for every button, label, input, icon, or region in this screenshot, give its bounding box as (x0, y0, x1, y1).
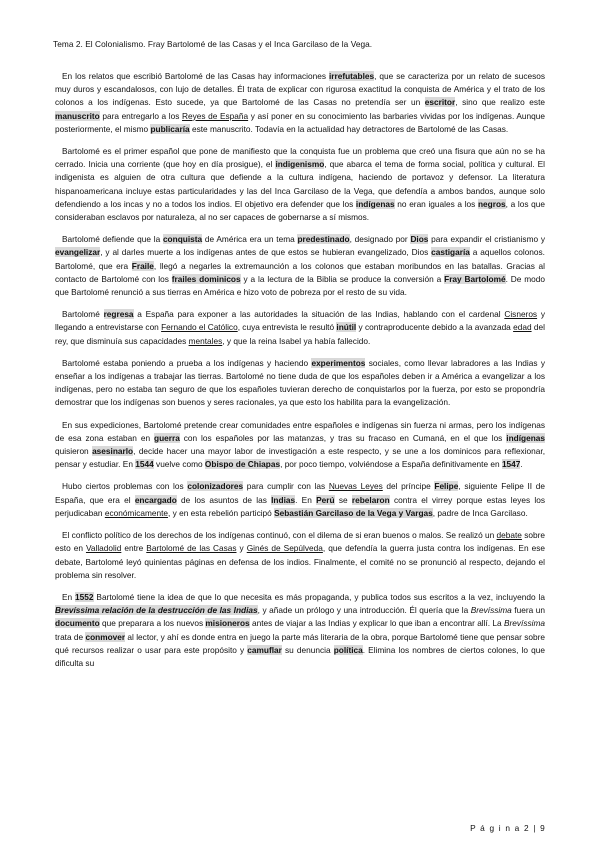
highlighted-term: evangelizar (55, 247, 101, 258)
highlighted-term: Sebastián Garcilaso de la Vega y Vargas (274, 507, 433, 518)
underlined-term: edad (513, 322, 532, 333)
highlighted-term: Fray Bartolomé (444, 273, 506, 284)
text-run: , y añade un prólogo y una introducción. Él quería que la (257, 605, 471, 616)
text-run: del príncipe (382, 481, 435, 492)
text-run: Brevíssima (470, 605, 512, 616)
text-run: de América era un tema (202, 234, 298, 245)
paragraph (55, 591, 545, 670)
text-run: Bartolomé tiene la idea de que lo que necesita es más propaganda, y publica todos sus escritos a la vez, incluyendo la (93, 591, 545, 602)
text-run: antes de viajar a las Indias y explicar lo que iban a encontrar allí. La (249, 618, 504, 629)
text-run: , cuya entrevista le resultó (237, 322, 337, 333)
text-run: , que se caracteriza por un relato de sucesos muy duros y escandalosos, con lujo de detalles. Él trata de explicar con rigurosa exactitud la conquista de América y el trato de los colonos a los indígenas. Esto sucede, ya que Bartolomé de las Casas no pretendía ser un (55, 71, 545, 108)
text-run: a España para exponer a las autoridades la situación de las Indias, hablando con el cardenal (133, 309, 505, 320)
text-run: , y al darles muerte a los indígenas antes de que estos se hubieran evangelizado, Dios (100, 247, 432, 258)
text-run: y a la lectura de la Biblia se produce la conversión a (240, 273, 445, 284)
text-run: este manuscrito. Todavía en la actualidad hay detractores de Bartolomé de las Casas. (189, 123, 509, 134)
highlighted-term: Fraile (131, 260, 154, 271)
text-run: . En (295, 494, 317, 505)
text-run: del rey, que disminuía sus capacidades (55, 322, 545, 346)
highlighted-term: inútil (336, 322, 357, 333)
underlined-term: Nuevas Leyes (328, 481, 383, 492)
text-run: y llegando a entrevistarse con (55, 309, 545, 333)
text-run: En (62, 591, 76, 602)
underlined-term: Valladolid (85, 543, 122, 554)
text-run: que preparara a los nuevos (99, 618, 206, 629)
page-header: Tema 2. El Colonialismo. Fray Bartolomé de las Casas y el Inca Garcilaso de la Vega. (53, 39, 373, 49)
underlined-term: económicamente (104, 507, 169, 518)
highlighted-term: Dios (410, 234, 429, 245)
text-run: . (520, 459, 523, 470)
paragraph (55, 419, 545, 472)
text-run: trata de (55, 631, 86, 642)
paragraph (55, 529, 545, 582)
text-run: con los españoles por las matanzas, y tras su fracaso en Cumaná, en el que los (179, 432, 507, 443)
document-body (55, 70, 545, 679)
text-run: para cumplir con las (243, 481, 329, 492)
text-run: vuelve como (153, 459, 205, 470)
highlighted-term: conmover (85, 631, 126, 642)
highlighted-term: escritor (424, 97, 456, 108)
paragraph (55, 480, 545, 520)
highlighted-term: 1547 (501, 459, 521, 470)
highlighted-term: regresa (103, 309, 134, 320)
text-run: Brevíssima (503, 618, 545, 629)
highlighted-term: asesinarlo (92, 446, 134, 457)
text-run: a aquellos colonos. Bartolomé, que era (55, 247, 545, 271)
underlined-term: Fernando el Católico (161, 322, 238, 333)
text-run: Bartolomé es el primer español que pone de manifiesto que la conquista fue un problema que creó una fisura que aún no se ha cerrado. Inicia una corriente (que hoy en día prosigue), el (55, 146, 545, 170)
text-run: de los asuntos de las (176, 494, 272, 505)
highlighted-term: experimentos (311, 357, 366, 368)
text-run: , padre de Inca Garcilaso. (432, 507, 528, 518)
paragraph (55, 357, 545, 410)
text-run: y (236, 543, 247, 554)
underlined-term: Reyes de España (182, 110, 249, 121)
text-run: En los relatos que escribió Bartolomé de las Casas hay informaciones (62, 71, 329, 81)
text-run: Bartolomé (62, 309, 104, 320)
text-run: , que defendía la guerra justa contra los indígenas. En ese debate, Bartolomé leyó quinientas páginas en defensa de los indios. Finalmente, el comité no se pronunció al respecto, dejando el problema sin resolver. (55, 543, 545, 580)
underlined-term: Bartolomé de las Casas (146, 543, 237, 554)
paragraph (55, 145, 545, 224)
text-run: y así poner en su conocimiento las barbaries vividas por los indígenas. Aunque posteriormente, el mismo (55, 110, 546, 134)
text-run: , y en esta rebelión participó (168, 507, 275, 518)
highlighted-term: documento (55, 618, 100, 629)
underlined-term: mentales (188, 335, 223, 346)
highlighted-term: 1552 (75, 591, 94, 602)
highlighted-term: encargado (134, 494, 177, 505)
text-run: Bartolomé defiende que la (62, 234, 163, 245)
text-run: , decide hacer una mayor labor de investigación a este respecto, y se une a los dominicos para reflexionar, pensar y estudiar. En (55, 446, 545, 470)
highlighted-term: 1544 (135, 459, 154, 470)
text-run: se (334, 494, 352, 505)
highlighted-term: guerra (154, 432, 180, 443)
highlighted-term: frailes dominicos (171, 273, 241, 284)
highlighted-term: publicaría (150, 123, 190, 134)
text-run: quisieron (55, 446, 93, 457)
text-run: para expandir el cristianismo y (428, 234, 545, 245)
text-run: El conflicto político de los derechos de los indígenas continuó, con el dilema de si eran buenos o malos. Se realizó un (62, 530, 497, 541)
highlighted-term: indígenas (355, 198, 395, 209)
paragraph (55, 308, 545, 348)
underlined-term: Cisneros (504, 309, 538, 320)
text-run: no eran iguales a los (394, 198, 478, 209)
highlighted-term: Indias (271, 494, 296, 505)
text-run: En sus expediciones, Bartolomé pretende crear comunidades entre españoles e indígenas sin fuerza ni armas, pero los indígenas de esa zona estaban en (55, 419, 545, 443)
text-run: , designado por (349, 234, 411, 245)
highlighted-term: rebelaron (351, 494, 390, 505)
text-run: entre (121, 543, 147, 554)
text-run: al lector, y ahí es donde entra en juego la parte más literaria de la obra, porque Bartolomé tiene que pensar sobre qué recursos realizar o usar para este propósito y (55, 631, 545, 655)
highlighted-term: conquista (162, 234, 203, 245)
paragraph (55, 70, 545, 136)
text-run: . Elimina los nombres de ciertos colones, lo que dificulta su (55, 644, 545, 668)
highlighted-term: predestinado (297, 234, 350, 245)
text-run: su denuncia (281, 644, 334, 655)
text-run: , por poco tiempo, volviéndose a España definitivamente en (280, 459, 502, 470)
highlighted-term: Perú (316, 494, 335, 505)
text-run: . De modo que Bartolomé renunció a sus tierras en América e hizo voto de pobreza por el resto de su vida. (55, 273, 545, 298)
text-run: sobre esto en (55, 530, 546, 554)
highlighted-term: política (333, 644, 363, 655)
highlighted-term: indigenismo (275, 159, 325, 170)
highlighted-term: negros (477, 198, 506, 209)
text-run: y contraproducente debido a la avanzada (356, 322, 514, 333)
underlined-term: Ginés de Sepúlveda (246, 543, 323, 554)
text-run: sociales, como llevar labradores a las Indias y enseñar a los indígenas a trabajar las tierras. Bartolomé no tiene duda de que los españoles deben ir a América a evangelizar a los indígenas, pero no estaba tan seguro de que los españoles tuvieran derecho de conquistarlos por la fuerza, por esto se propondría demostrar que los indígenas son buenos y seres racionales, ya que esto los habilita para la evangelización. (55, 357, 545, 408)
highlighted-term: misioneros (205, 618, 250, 629)
highlighted-term: castigaría (431, 247, 470, 258)
text-run: , sino que realizo este (455, 97, 545, 108)
text-run: Hubo ciertos problemas con los (62, 481, 188, 492)
highlighted-term: Brevíssima relación de la destrucción de las Indias (55, 605, 258, 616)
paragraph (55, 233, 545, 299)
highlighted-term: camuflar (247, 644, 282, 655)
text-run: , y que la reina Isabel ya había fallecido. (222, 335, 371, 346)
page-number: P á g i n a 2 | 9 (470, 823, 546, 833)
text-run: , que abarca el tema de forma social, política y cultural. El indigenista es alguien de otra cultura que defiende a la cultura indígena, haciendo de portavoz y defensor. La literatura hispanoamericana incluye estas particularidades y las del Inca Garcilaso de la Vega, que defendía a ambos bandos, aunque solo defendiendo a los incas y no a todos los indios. El objetivo era defender que los (55, 159, 545, 209)
highlighted-term: Felipe (434, 481, 459, 492)
highlighted-term: indígenas (506, 432, 545, 443)
text-run: , a los que consideraban esclavos por naturaleza, al no ser capaces de gobernarse a sí mismos. (55, 198, 545, 223)
text-run: para entregarlo a los (99, 110, 182, 121)
text-run: contra el virrey porque estas leyes los perjudicaban (55, 494, 546, 518)
text-run: fuera un (511, 605, 545, 616)
underlined-term: debate (496, 530, 522, 541)
highlighted-term: Obispo de Chiapas (204, 459, 281, 470)
highlighted-term: colonizadores (187, 481, 244, 492)
highlighted-term: manuscrito (55, 110, 100, 121)
text-run: , llegó a negarles la extremaunción a los colonos que estaban moribundos en las batallas. Gracias al contacto de Bartolomé con los (55, 260, 545, 284)
highlighted-term: irrefutables (328, 71, 375, 81)
text-run: , siguiente Felipe II de España, que era el (55, 481, 545, 505)
text-run: Bartolomé estaba poniendo a prueba a los indígenas y haciendo (62, 357, 312, 368)
